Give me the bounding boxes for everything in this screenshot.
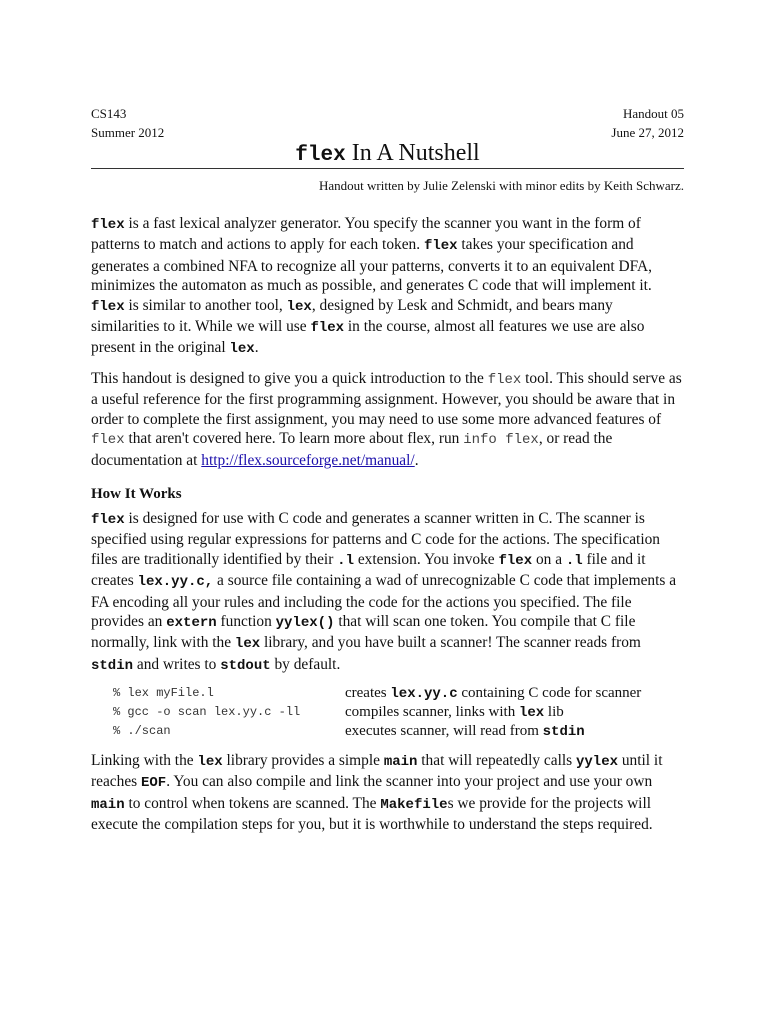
author-credit: Handout written by Julie Zelenski with minor edits by Keith Schwarz. (318, 178, 684, 193)
inline-code: lex.yy.c, (137, 574, 214, 591)
inline-code: lex.yy.c (390, 686, 458, 702)
command-text: % gcc -o scan lex.yy.c -ll (113, 705, 301, 719)
inline-code: flex (91, 217, 125, 233)
text-span: that aren't covered here. To learn more about flex, run (124, 430, 464, 448)
inline-code: flex (423, 238, 458, 255)
text-span: file and it creates (91, 550, 646, 590)
inline-code: flex (310, 320, 345, 337)
text-span: extension. You invoke (353, 550, 499, 568)
text-span: is a fast lexical analyzer generator. You specify the scanner you want in the form of patterns to match and actions to apply for each token. (91, 215, 641, 254)
inline-code: yylex() (275, 615, 335, 632)
inline-code: .l (565, 552, 583, 569)
inline-code: lex (286, 298, 312, 315)
text-span: on a (532, 550, 566, 568)
text-span: Linking with the (91, 752, 198, 769)
text-span: function (216, 613, 276, 631)
text-span: to control when tokens are scanned. The (124, 794, 381, 812)
section-heading: How It Works (91, 486, 182, 502)
text-span: takes your specification and generates a combined NFA to recognize all your patterns, converts it to an equivalent DFA, minimizes the automaton as much as possible, and generates C code that will implement it. (91, 236, 653, 295)
paragraph-linking (91, 751, 684, 835)
title-mono: flex (295, 144, 346, 167)
text-span: library provides a simple (222, 752, 384, 769)
text-span: , designed by Lesk and Schmidt, and bears many similarities to it. While we will use (91, 296, 613, 336)
inline-code: lex (229, 341, 255, 358)
command-row (113, 684, 684, 703)
inline-code: stdin (542, 724, 585, 740)
inline-code: EOF (140, 775, 167, 792)
command-description (345, 722, 585, 742)
paragraph-handout-purpose (91, 369, 684, 470)
inline-code: flex (91, 512, 125, 528)
text-span: . You can also compile and link the scanner into your project and use your own (166, 773, 653, 791)
term: Summer 2012 (91, 125, 165, 140)
command-row (113, 722, 684, 741)
text-span: creates (345, 685, 391, 701)
text-span: tool. This should serve as a useful reference for the first programming assignment. However, you should be aware that in order to complete the first assignment, you may need to use some more advanced features of (91, 370, 682, 428)
handout-number: Handout 05 (622, 106, 684, 121)
text-span: lib (544, 704, 564, 720)
inline-code: extern (166, 615, 217, 632)
inline-code: lex (197, 754, 223, 770)
text-span: This handout is designed to give you a quick introduction to the (91, 370, 488, 387)
inline-code: lex (234, 636, 261, 653)
text-span: by default. (270, 655, 341, 673)
inline-code: Makefile (380, 796, 448, 813)
text-span: compiles scanner, links with (345, 704, 519, 720)
text-span: is designed for use with C code and generates a scanner written in C. The scanner is specified using regular expressions for patterns and C code for the actions. The specification files are traditionally identified by their (91, 510, 660, 568)
inline-code: info flex (463, 432, 539, 449)
text-span: . (254, 339, 259, 357)
text-span: in the course, almost all features we use are also present in the original (91, 318, 645, 357)
text-span: containing C code for scanner (457, 685, 642, 701)
inline-code: stdin (91, 657, 134, 674)
text-span: that will scan one token. You compile that C file normally, link with the (91, 613, 636, 652)
inline-code: main (91, 796, 125, 813)
manual-link[interactable]: http://flex.sourceforge.net/manual/ (201, 451, 415, 469)
text-span: a source file containing a wad of unrecognizable C code that implements a FA encoding all your rules and including the code for the actions you specified. The file provides an (91, 572, 677, 631)
text-span: is similar to another tool, (124, 296, 287, 314)
page-title (91, 138, 684, 171)
text-span: until it reaches (91, 752, 663, 791)
text-span: , or read the documentation at (91, 430, 613, 469)
inline-code: lex (518, 705, 545, 721)
inline-code: yylex (575, 754, 618, 770)
text-span: library, and you have built a scanner! The scanner reads from (260, 634, 641, 652)
text-span: that will repeatedly calls (417, 752, 576, 769)
command-examples (113, 684, 684, 741)
inline-code: flex (91, 298, 125, 315)
paragraph-how-it-works (91, 509, 684, 676)
inline-code: flex (498, 552, 533, 569)
text-span: . (414, 451, 419, 469)
inline-code: stdout (220, 657, 271, 674)
inline-code: .l (337, 552, 354, 569)
title-divider (91, 168, 684, 169)
command-description (345, 684, 641, 704)
inline-code: main (383, 754, 418, 770)
inline-code: flex (91, 432, 125, 449)
text-span: executes scanner, will read from (345, 723, 543, 739)
command-description (345, 703, 564, 723)
text-span: and writes to (133, 655, 221, 673)
inline-code: flex (487, 372, 522, 388)
command-text: % ./scan (113, 724, 171, 738)
paragraph-intro (91, 214, 684, 360)
title-rest: In A Nutshell (345, 140, 480, 166)
command-text: % lex myFile.l (113, 686, 214, 700)
course-code: CS143 (91, 106, 127, 121)
text-span: s we provide for the projects will execute the compilation steps for you, but it is worthwhile to understand the steps required. (91, 794, 653, 834)
command-row (113, 703, 684, 722)
handout-date: June 27, 2012 (611, 125, 684, 140)
